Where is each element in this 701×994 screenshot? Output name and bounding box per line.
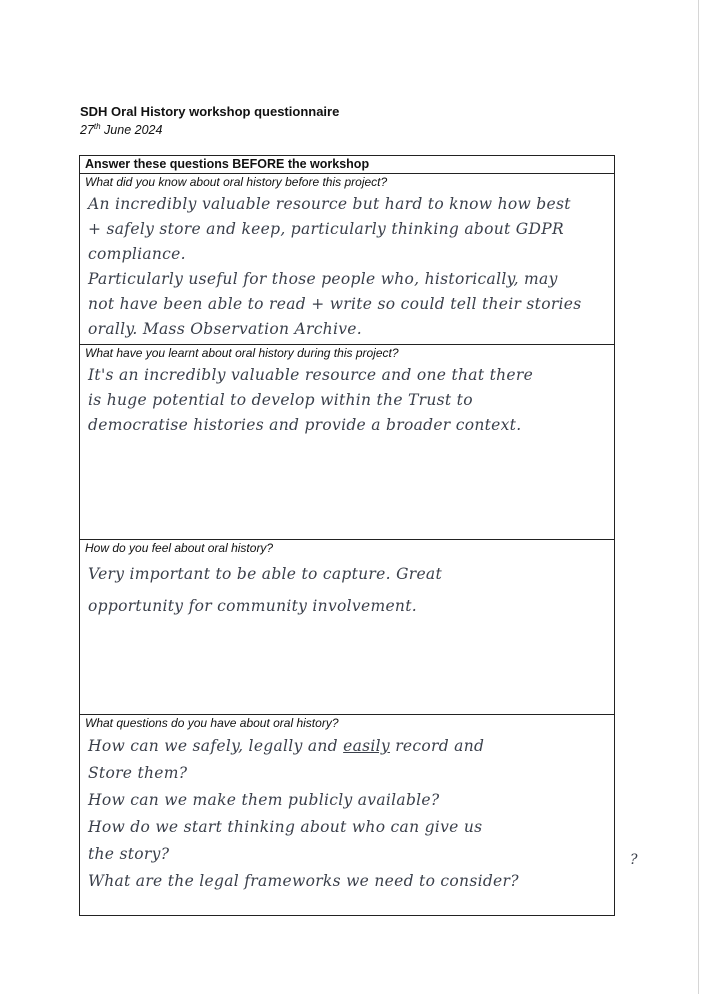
answer-line: Particularly useful for those people who, historically, may	[88, 270, 558, 288]
answer-line: democratise histories and provide a broader context.	[88, 416, 522, 434]
answer-2	[80, 361, 614, 438]
document-date	[80, 122, 162, 137]
date-suffix: th	[93, 122, 101, 131]
answer-line: + safely store and keep, particularly thinking about GDPR	[88, 220, 564, 238]
answer-line: How can we make them publicly available?	[88, 791, 440, 809]
date-day: 27	[80, 123, 94, 138]
question-label-1: What did you know about oral history before this project?	[85, 175, 388, 189]
answer-4	[80, 731, 614, 895]
document-title: SDH Oral History workshop questionnaire	[80, 104, 340, 119]
answer-line: An incredibly valuable resource but hard to know how best	[88, 195, 571, 213]
answer-text: How can we safely, legally and	[88, 737, 344, 755]
question-cell-2	[80, 345, 615, 540]
question-label-4: What questions do you have about oral history?	[85, 716, 339, 730]
answer-line: What are the legal frameworks we need to consider?	[88, 872, 519, 890]
answer-3	[80, 556, 614, 622]
answer-line	[88, 733, 608, 760]
question-cell-3	[80, 540, 615, 715]
answer-1	[80, 190, 614, 342]
question-label-2: What have you learnt about oral history during this project?	[85, 346, 399, 360]
answer-line: It's an incredibly valuable resource and one that there	[88, 366, 534, 384]
question-cell-1	[80, 174, 615, 345]
answer-line: compliance.	[88, 245, 186, 263]
answer-line: the story?	[88, 845, 170, 863]
stray-question-mark: ?	[630, 852, 638, 868]
question-label-3: How do you feel about oral history?	[85, 541, 274, 555]
answer-line: How do we start thinking about who can give us	[88, 818, 483, 836]
answer-line: Store them?	[88, 764, 188, 782]
answer-line: is huge potential to develop within the Trust to	[88, 391, 473, 409]
date-rest: June 2024	[100, 123, 163, 138]
answer-line: orally. Mass Observation Archive.	[88, 320, 362, 338]
table-heading: Answer these questions BEFORE the workshop	[80, 156, 615, 174]
questionnaire-table	[79, 155, 615, 916]
answer-line: not have been able to read + write so could tell their stories	[88, 295, 582, 313]
answer-text: record and	[389, 737, 485, 755]
page-edge	[698, 0, 699, 994]
answer-line: Very important to be able to capture. Great	[88, 565, 443, 583]
underlined-word: easily	[343, 737, 390, 755]
question-cell-4	[80, 715, 615, 916]
answer-line: opportunity for community involvement.	[88, 597, 417, 615]
